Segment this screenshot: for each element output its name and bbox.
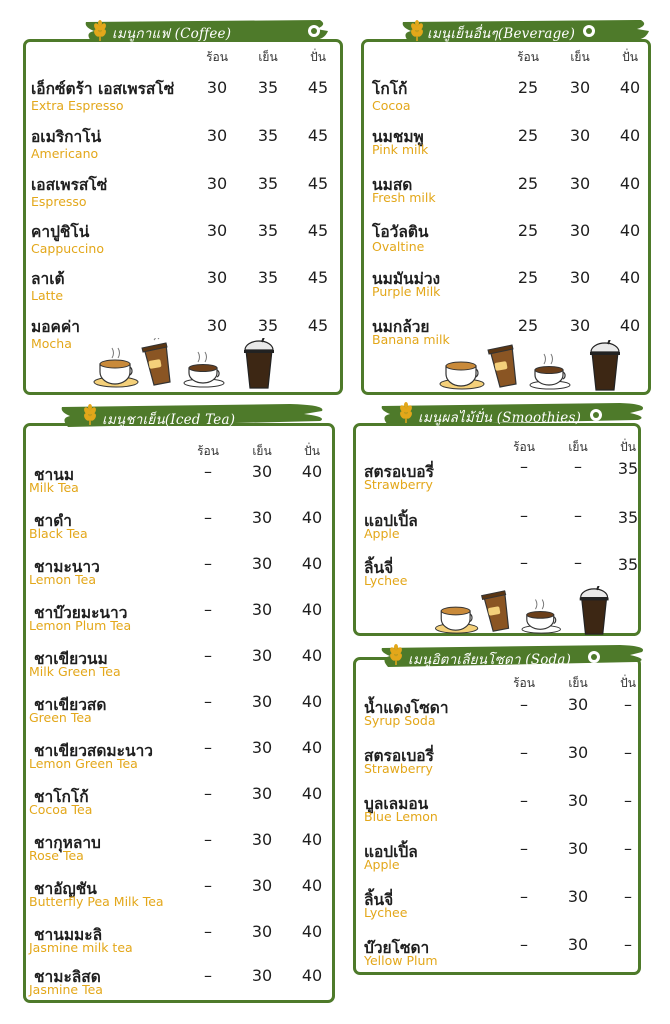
item-thai-name: ชามะนาว (34, 558, 100, 576)
price-frappe: – (624, 791, 632, 810)
item-thai-name: บูลเลมอน (364, 795, 429, 813)
price-frappe: 40 (301, 692, 323, 711)
menu-item (26, 646, 332, 692)
price-iced: 30 (567, 935, 589, 954)
price-frappe: 40 (301, 784, 323, 803)
menu-item (356, 695, 638, 741)
coffee-cup-icon (530, 354, 570, 389)
hot-header: ร้อน (513, 676, 535, 690)
menu-item (364, 172, 648, 218)
menu-item (26, 462, 332, 508)
item-thai-name: ชาดำ (34, 512, 72, 530)
price-iced: 30 (251, 830, 273, 849)
section-title: เมนูผลไม้ปั่น (Smoothies) (418, 410, 582, 426)
menu-item (356, 935, 638, 981)
hot-header: ร้อน (517, 50, 539, 64)
price-hot: 30 (206, 126, 228, 145)
item-english-name: Cappuccino (31, 241, 104, 256)
coffee-cup-icon (440, 362, 484, 389)
iced-header: เย็น (258, 50, 278, 64)
item-thai-name: บ๊วยโซดา (364, 939, 430, 957)
price-frappe: 40 (301, 600, 323, 619)
price-iced: 30 (569, 221, 591, 240)
price-frappe: 35 (617, 508, 639, 527)
price-hot: 25 (517, 126, 539, 145)
price-frappe: 40 (619, 126, 641, 145)
menu-item (26, 784, 332, 830)
price-hot: 30 (206, 316, 228, 335)
price-iced: 30 (569, 316, 591, 335)
hot-header: ร้อน (206, 50, 228, 64)
item-thai-name: มอคค่า (31, 318, 80, 336)
item-english-name: Lemon Plum Tea (29, 618, 132, 633)
price-iced: 30 (569, 268, 591, 287)
menu-item (26, 554, 332, 600)
item-thai-name: สตรอเบอรี่ (364, 463, 434, 481)
price-iced: 30 (567, 887, 589, 906)
iced-header: เย็น (568, 440, 588, 454)
item-english-name: Mocha (31, 336, 72, 351)
icedtea-panel (23, 423, 335, 1003)
item-english-name: Milk Green Tea (29, 664, 121, 679)
beverage-panel (361, 39, 651, 395)
iced-header: เย็น (252, 444, 272, 458)
item-thai-name: ลาเต้ (31, 270, 65, 288)
price-hot: – (520, 887, 528, 906)
menu-item (364, 219, 648, 265)
menu-item (26, 219, 340, 265)
paper-cup-icon (488, 345, 516, 387)
item-english-name: Butterfly Pea Milk Tea (29, 894, 164, 909)
price-frappe: 40 (619, 268, 641, 287)
item-thai-name: นมชมพู (372, 128, 424, 146)
beverage-banner (401, 19, 651, 43)
item-thai-name: นมสด (372, 176, 413, 194)
item-english-name: Black Tea (29, 526, 88, 541)
menu-item (364, 124, 648, 170)
price-iced: 30 (569, 126, 591, 145)
menu-item (26, 172, 340, 218)
price-iced: 30 (251, 646, 273, 665)
item-thai-name: สตรอเบอรี่ (364, 747, 434, 765)
price-hot: 25 (517, 268, 539, 287)
price-hot: – (204, 554, 212, 573)
menu-item (26, 738, 332, 784)
price-iced: 30 (251, 738, 273, 757)
wheat-icon (409, 20, 425, 42)
item-thai-name: แอปเปิ้ล (364, 512, 418, 530)
price-iced: 30 (251, 784, 273, 803)
item-thai-name: ชาเขียวนม (34, 650, 108, 668)
menu-item (356, 743, 638, 789)
price-hot: 30 (206, 268, 228, 287)
item-thai-name: ชานมมะลิ (34, 926, 103, 944)
item-thai-name: โกโก้ (372, 80, 408, 98)
price-iced: – (574, 553, 582, 572)
coffee-cup-icon (522, 599, 560, 633)
price-iced: – (574, 457, 582, 476)
section-title: เมนูชาเย็น(Iced Tea) (102, 412, 236, 428)
icedtea-banner (60, 403, 330, 427)
price-frappe: 35 (617, 555, 639, 574)
section-title: เมนูกาแฟ (Coffee) (112, 26, 232, 42)
section-title: เมนูอิตาเลียนโซดา (Soda) (408, 652, 572, 668)
price-hot: – (520, 743, 528, 762)
wheat-icon (92, 20, 108, 42)
iced-header: เย็น (570, 50, 590, 64)
price-hot: 25 (517, 174, 539, 193)
coffee-cup-icon (184, 352, 224, 387)
price-hot: – (204, 966, 212, 985)
wheat-icon (398, 402, 414, 424)
hot-header: ร้อน (197, 444, 219, 458)
price-iced: 35 (257, 126, 279, 145)
price-iced: 30 (567, 791, 589, 810)
item-english-name: Purple Milk (372, 284, 441, 299)
item-thai-name: ชาอัญชัน (34, 880, 97, 898)
price-iced: 30 (251, 692, 273, 711)
price-hot: – (204, 876, 212, 895)
price-hot: – (520, 839, 528, 858)
price-hot: 25 (517, 78, 539, 97)
menu-item (356, 508, 638, 554)
price-frappe: – (624, 743, 632, 762)
price-iced: 35 (257, 316, 279, 335)
price-hot: 25 (517, 316, 539, 335)
price-frappe: 45 (307, 268, 329, 287)
price-iced: 30 (569, 78, 591, 97)
price-frappe: 40 (301, 922, 323, 941)
price-hot: – (520, 695, 528, 714)
price-iced: 30 (251, 600, 273, 619)
price-frappe: 40 (301, 876, 323, 895)
coffee-panel (23, 39, 343, 395)
price-hot: 30 (206, 174, 228, 193)
item-english-name: Lemon Green Tea (29, 756, 138, 771)
item-english-name: Pink milk (372, 142, 429, 157)
item-english-name: Banana milk (372, 332, 450, 347)
price-iced: 35 (257, 268, 279, 287)
price-frappe: 40 (301, 738, 323, 757)
item-thai-name: แอปเปิ้ล (364, 843, 418, 861)
price-hot: – (520, 935, 528, 954)
paper-cup-icon (482, 591, 509, 631)
menu-item (356, 887, 638, 933)
item-english-name: Blue Lemon (364, 809, 438, 824)
item-english-name: Strawberry (364, 477, 433, 492)
price-frappe: 40 (619, 221, 641, 240)
item-thai-name: ชานม (34, 466, 75, 484)
drink-illustration (438, 340, 622, 392)
price-frappe: 45 (307, 174, 329, 193)
frappe-header: ปั่น (620, 676, 636, 690)
item-english-name: Lemon Tea (29, 572, 97, 587)
menu-item (356, 839, 638, 885)
price-hot: – (204, 830, 212, 849)
item-english-name: Apple (364, 526, 400, 541)
item-english-name: Lychee (364, 905, 408, 920)
price-hot: – (204, 462, 212, 481)
menu-item (26, 508, 332, 554)
price-iced: 30 (567, 839, 589, 858)
item-english-name: Americano (31, 146, 99, 161)
item-english-name: Milk Tea (29, 480, 79, 495)
item-thai-name: ชากุหลาบ (34, 834, 101, 852)
price-hot: – (204, 508, 212, 527)
hot-header: ร้อน (513, 440, 535, 454)
menu-item (356, 459, 638, 505)
item-thai-name: ลิ้นจี่ (364, 891, 394, 909)
item-english-name: Green Tea (29, 710, 92, 725)
price-frappe: 35 (617, 459, 639, 478)
item-thai-name: โอวัลติน (372, 223, 429, 241)
section-title: เมนูเย็นอื่นๆ(Beverage) (427, 26, 576, 42)
price-frappe: 40 (619, 174, 641, 193)
item-english-name: Latte (31, 288, 64, 303)
smoothies-panel (353, 423, 641, 636)
price-iced: 30 (251, 462, 273, 481)
item-english-name: Ovaltine (372, 239, 425, 254)
menu-item (26, 692, 332, 738)
wheat-icon (388, 644, 404, 666)
coffee-banner (84, 19, 330, 43)
item-thai-name: เอ็กซ์ตร้า เอสเพรสโซ่ (31, 80, 175, 98)
item-english-name: Jasmine Tea (29, 982, 103, 997)
menu-item (364, 76, 648, 122)
price-hot: – (520, 506, 528, 525)
price-iced: 30 (251, 966, 273, 985)
price-frappe: – (624, 887, 632, 906)
coffee-cup-icon (94, 348, 138, 387)
item-english-name: Jasmine milk tea (29, 940, 133, 955)
iced-coffee-icon (590, 340, 620, 390)
wheat-icon (82, 404, 98, 426)
item-english-name: Apple (364, 857, 400, 872)
price-hot: – (204, 922, 212, 941)
item-thai-name: นมมันม่วง (372, 270, 441, 288)
frappe-header: ปั่น (620, 440, 636, 454)
price-hot: – (520, 791, 528, 810)
price-iced: – (574, 506, 582, 525)
item-english-name: Extra Espresso (31, 98, 124, 113)
price-iced: 35 (257, 174, 279, 193)
price-hot: – (204, 600, 212, 619)
price-frappe: 45 (307, 221, 329, 240)
drink-illustration (430, 586, 614, 636)
price-iced: 35 (257, 221, 279, 240)
item-thai-name: น้ำแดงโซดา (364, 699, 449, 717)
price-hot: – (204, 646, 212, 665)
price-frappe: 40 (301, 646, 323, 665)
price-frappe: 40 (619, 78, 641, 97)
menu-item (26, 830, 332, 876)
item-thai-name: ลิ้นจี่ (364, 559, 394, 577)
price-hot: – (520, 553, 528, 572)
item-english-name: Rose Tea (29, 848, 84, 863)
price-frappe: – (624, 695, 632, 714)
menu-item (26, 922, 332, 968)
smoothies-banner (380, 401, 650, 425)
price-frappe: 45 (307, 126, 329, 145)
price-iced: 30 (251, 508, 273, 527)
drink-illustration (92, 338, 276, 390)
price-frappe: 40 (619, 316, 641, 335)
coffee-cup-icon (435, 607, 477, 633)
menu-item (26, 266, 340, 312)
item-thai-name: ชาเขียวสด (34, 696, 107, 714)
item-english-name: Syrup Soda (364, 713, 436, 728)
frappe-header: ปั่น (622, 50, 638, 64)
menu-item (356, 791, 638, 837)
item-thai-name: ชาบ๊วยมะนาว (34, 604, 128, 622)
iced-header: เย็น (568, 676, 588, 690)
price-frappe: – (624, 935, 632, 954)
item-thai-name: เอสเพรสโซ่ (31, 176, 108, 194)
paper-cup-icon (142, 338, 170, 385)
soda-panel (353, 657, 641, 975)
item-english-name: Cocoa Tea (29, 802, 93, 817)
item-english-name: Espresso (31, 194, 87, 209)
price-frappe: 45 (307, 316, 329, 335)
menu-item (26, 600, 332, 646)
price-hot: – (520, 457, 528, 476)
price-frappe: 40 (301, 966, 323, 985)
price-iced: 35 (257, 78, 279, 97)
price-iced: 30 (567, 695, 589, 714)
price-frappe: 40 (301, 554, 323, 573)
soda-banner (380, 643, 650, 667)
price-hot: 30 (206, 78, 228, 97)
item-english-name: Strawberry (364, 761, 433, 776)
iced-coffee-icon (580, 586, 609, 634)
item-english-name: Yellow Plum (364, 953, 438, 968)
item-thai-name: นมกล้วย (372, 318, 430, 336)
price-hot: – (204, 784, 212, 803)
price-hot: 25 (517, 221, 539, 240)
iced-coffee-icon (244, 338, 274, 388)
frappe-header: ปั่น (310, 50, 326, 64)
price-frappe: 40 (301, 508, 323, 527)
item-thai-name: ชาโกโก้ (34, 788, 89, 806)
price-frappe: 45 (307, 78, 329, 97)
frappe-header: ปั่น (304, 444, 320, 458)
menu-item (364, 266, 648, 312)
price-iced: 30 (251, 876, 273, 895)
price-iced: 30 (567, 743, 589, 762)
price-iced: 30 (251, 554, 273, 573)
price-hot: 30 (206, 221, 228, 240)
price-hot: – (204, 738, 212, 757)
menu-item (26, 76, 340, 122)
price-hot: – (204, 692, 212, 711)
item-thai-name: ชามะลิสด (34, 968, 101, 986)
item-english-name: Cocoa (372, 98, 411, 113)
price-iced: 30 (569, 174, 591, 193)
item-english-name: Lychee (364, 573, 408, 588)
price-frappe: – (624, 839, 632, 858)
price-iced: 30 (251, 922, 273, 941)
item-thai-name: ชาเขียวสดมะนาว (34, 742, 153, 760)
menu-item (26, 876, 332, 922)
item-thai-name: คาปูชิโน่ (31, 223, 90, 241)
item-thai-name: อเมริกาโน่ (31, 128, 102, 146)
menu-item (26, 964, 332, 1010)
price-frappe: 40 (301, 830, 323, 849)
item-english-name: Fresh milk (372, 190, 436, 205)
price-frappe: 40 (301, 462, 323, 481)
menu-item (26, 124, 340, 170)
